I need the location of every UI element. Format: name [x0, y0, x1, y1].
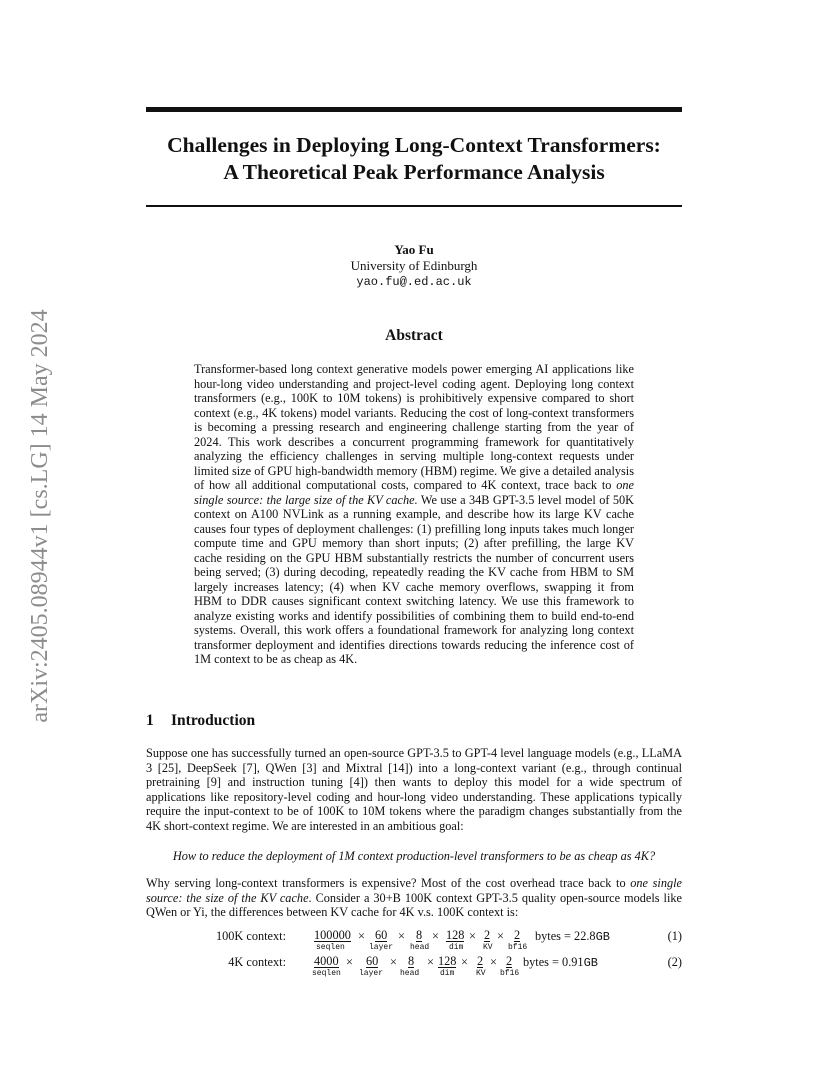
eq-result-unit: GB [595, 930, 610, 944]
arxiv-identifier-stamp: arXiv:2405.08944v1 [cs.LG] 14 May 2024 [27, 309, 53, 723]
research-goal: How to reduce the deployment of 1M context production-level transformers to be as cheap as 4K? [172, 849, 656, 863]
eq-sub-layer: layer [359, 969, 384, 978]
eq-sub-kv: KV [476, 969, 486, 978]
eq-times: × [346, 955, 353, 969]
eq-times: × [469, 929, 476, 943]
para2-text-b: . Consider a 30+B 100K context GPT-3.5 quality open-source models like QWen or Yi, the differences between KV cache for 4K v.s. 100K context is: [146, 890, 682, 919]
eq-sub-bf16: bf16 [508, 943, 528, 952]
eq-result-value: bytes = 22.8 [535, 929, 596, 943]
para2-emphasis: one single source: the size of the KV cache [146, 876, 682, 905]
eq-layer: 60 [375, 928, 388, 942]
para2-text-a: Why serving long-context transformers is expensive? Most of the cost overhead trace back to [146, 876, 631, 890]
eq-result [523, 955, 598, 970]
equation-number: (1) [667, 929, 682, 943]
eq-result-unit: GB [583, 956, 598, 970]
intro-paragraph-2 [146, 876, 682, 920]
eq-dim: 128 [438, 954, 457, 968]
eq-dim: 128 [446, 928, 465, 942]
eq-sub-head: head [410, 943, 430, 952]
eq-kv: 2 [477, 954, 484, 968]
eq-sub-seqlen: seqlen [316, 943, 345, 952]
eq-sub-layer: layer [369, 943, 394, 952]
eq-times: × [497, 929, 504, 943]
eq-sub-dim: dim [449, 943, 464, 952]
eq-times: × [390, 955, 397, 969]
eq-times: × [427, 955, 434, 969]
title-top-rule [146, 107, 682, 112]
eq-result [535, 929, 610, 944]
eq-times: × [461, 955, 468, 969]
equation-number: (2) [667, 955, 682, 969]
title-line-2: A Theoretical Peak Performance Analysis [223, 160, 605, 184]
eq-seqlen: 4000 [314, 954, 339, 968]
title-bottom-rule [146, 205, 682, 207]
eq-sub-head: head [400, 969, 420, 978]
section-number: 1 [146, 712, 154, 729]
eq-sub-kv: KV [483, 943, 493, 952]
intro-paragraph-1: Suppose one has successfully turned an open-source GPT-3.5 to GPT-4 level language models (e.g., LLaMA 3 [25], DeepSeek [7], QWen [3] and Mixtral [14]) into a long-context variant (e.g., through continual pretraining [9] and instruction tuning [4]) then wants to deploy this model for a wide spectrum of applications like repository-level coding and hour-long video understanding. These applications typically require the input-context to be of 100K to 10M tokens where the paradigm changes substantially from the 4K short-context regime. We are interested in an ambitious goal: [146, 746, 682, 833]
eq-bf16: 2 [506, 954, 513, 968]
section-heading [146, 712, 255, 730]
eq-seqlen: 100000 [314, 928, 351, 942]
section-title: Introduction [171, 712, 256, 729]
author-affiliation: University of Edinburgh [350, 258, 478, 273]
equation-2 [150, 955, 686, 983]
eq-times: × [490, 955, 497, 969]
title-line-1: Challenges in Deploying Long-Context Transformers: [167, 133, 661, 157]
equation-1 [150, 929, 686, 957]
eq-result-value: bytes = 0.91 [523, 955, 584, 969]
eq-head: 8 [416, 928, 423, 942]
abstract-text-2: We use a 34B GPT-3.5 level model of 50K context on A100 NVLink as a running example, and describe how its large KV cache causes four types of deployment challenges: (1) prefilling long inputs takes much longer compute time and GPU memory than short inputs; (2) after prefilling, the large KV cache residing on the GPU HBM substantially restricts the number of concurrent users being served; (3) during decoding, repeatedly reading the KV cache from HBM to SM largely increases latency; (4) when KV cache memory overflows, swapping it from HBM to DDR causes significant context switching latency. We use this framework to analyze existing works and identify possibilities of combining them to build end-to-end systems. Overall, this work offers a foundational framework for analyzing long context transformer deployment and identifies directions towards reducing the inference cost of 1M context to be as cheap as 4K. [194, 492, 634, 666]
author-block [146, 242, 682, 290]
eq-sub-dim: dim [440, 969, 455, 978]
equation-label: 4K context: [228, 955, 286, 969]
equation-label: 100K context: [215, 929, 286, 943]
eq-sub-seqlen: seqlen [312, 969, 341, 978]
eq-times: × [432, 929, 439, 943]
eq-sub-bf16: bf16 [500, 969, 520, 978]
author-name: Yao Fu [394, 242, 434, 257]
eq-layer: 60 [366, 954, 379, 968]
abstract-body [194, 362, 634, 667]
abstract-heading: Abstract [385, 327, 443, 344]
eq-kv: 2 [484, 928, 491, 942]
eq-head: 8 [408, 954, 415, 968]
paper-title [146, 132, 682, 186]
eq-bf16: 2 [514, 928, 521, 942]
abstract-emphasis: one single source: the large size of the KV cache. [194, 478, 634, 507]
author-email: yao.fu@.ed.ac.uk [356, 275, 472, 289]
abstract-text-1: Transformer-based long context generative models power emerging AI applications like hour-long video understanding and project-level coding agent. Deploying long context transformers (e.g., 100K to 10M tokens) is prohibitively expensive compared to short context (e.g., 4K tokens) model variants. Reducing the cost of long-context transformers is becoming a pressing research and engineering challenge starting from the year of 2024. This work describes a concurrent programming framework for quantitatively analyzing the efficiency challenges in serving multiple long-context requests under limited size of GPU high-bandwidth memory (HBM) regime. We give a detailed analysis of how all additional computational costs, compared to 4K context, trace back to [194, 362, 634, 492]
eq-times: × [398, 929, 405, 943]
eq-times: × [358, 929, 365, 943]
